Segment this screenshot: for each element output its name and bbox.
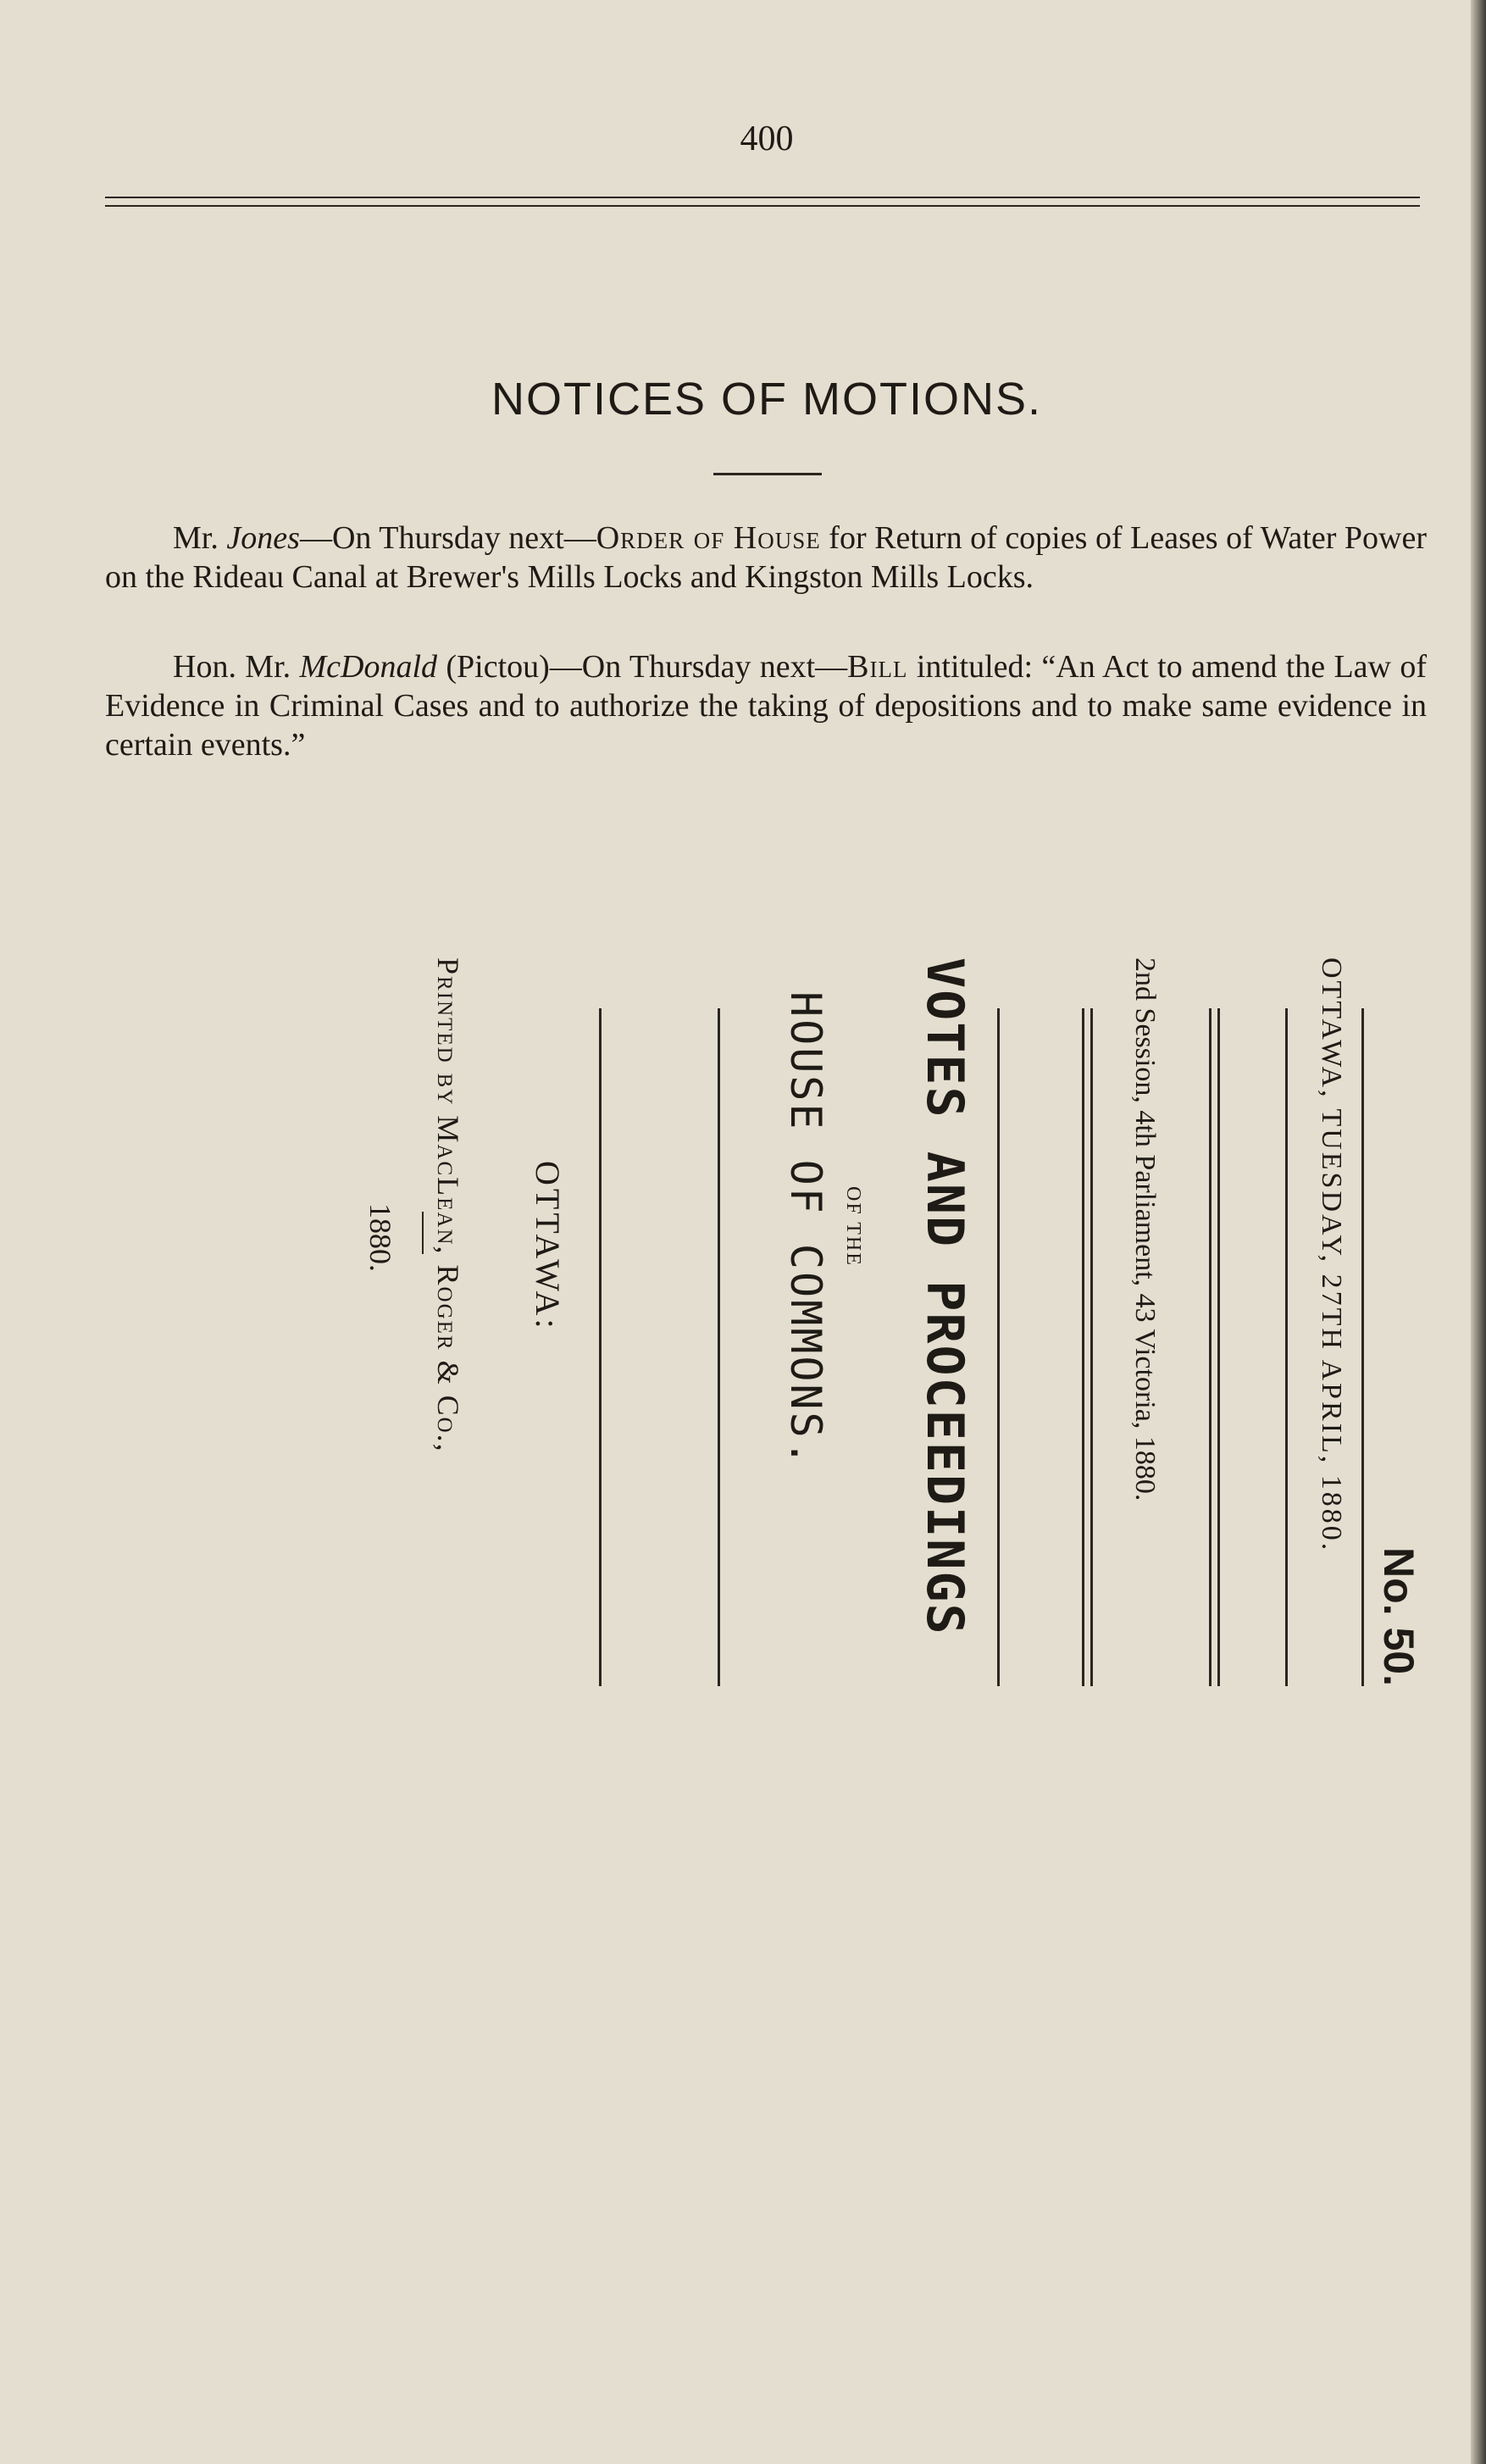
rule xyxy=(718,1008,720,1686)
imprint-rule xyxy=(422,1212,424,1254)
date-line: OTTAWA, TUESDAY, 27TH APRIL, 1880. xyxy=(1316,957,1347,1553)
notice-text-body: intituled: “An Act to amend the Law of Evidence in Criminal Cases and to authorize the taking of depositions and to make same evidence in certain events.” xyxy=(105,649,1427,763)
title-block xyxy=(85,941,1457,1686)
header-rule xyxy=(105,197,1420,207)
notice-jones xyxy=(105,519,1427,597)
notice-member-name: McDonald xyxy=(299,649,438,685)
document-title: VOTES AND PROCEEDINGS xyxy=(915,957,974,1636)
title-block-rotated xyxy=(102,941,1457,1686)
page-edge xyxy=(1471,0,1486,2464)
notice-member-name: Jones xyxy=(226,520,300,556)
page-number: 400 xyxy=(740,119,794,158)
notice-keyword: Bill xyxy=(847,649,908,685)
rule xyxy=(1285,1008,1288,1686)
of-the: OF THE xyxy=(842,1186,864,1267)
rule xyxy=(1217,1008,1220,1686)
notice-member-title: Mr. xyxy=(173,520,219,556)
notice-text-lead: (Pictou)—On Thursday next— xyxy=(437,649,848,685)
house-name: HOUSE OF COMMONS. xyxy=(781,991,830,1468)
session-line: 2nd Session, 4th Parliament, 43 Victoria, 1880. xyxy=(1129,957,1161,1501)
notice-member-title: Hon. Mr. xyxy=(173,649,291,685)
imprint-printer: Printed by MacLean, Roger & Co., xyxy=(431,957,465,1453)
imprint-city: OTTAWA: xyxy=(529,1161,567,1332)
notice-mcdonald xyxy=(105,647,1427,764)
rule xyxy=(1082,1008,1084,1686)
notice-text-body: for Return of copies of Leases of Water Power on the Rideau Canal at Brewer's Mills Locks and Kingston Mills Locks. xyxy=(105,520,1427,595)
rule xyxy=(997,1008,1000,1686)
notice-text-lead: —On Thursday next— xyxy=(299,520,596,556)
rule xyxy=(1209,1008,1212,1686)
section-heading: NOTICES OF MOTIONS. xyxy=(491,374,1042,425)
imprint-year: 1880. xyxy=(363,1203,397,1272)
notice-keyword: Order of House xyxy=(596,520,821,556)
rule xyxy=(599,1008,602,1686)
rule xyxy=(1090,1008,1093,1686)
heading-rule xyxy=(713,473,822,475)
rule xyxy=(1361,1008,1364,1686)
issue-number: No. 50. xyxy=(1375,1547,1422,1686)
